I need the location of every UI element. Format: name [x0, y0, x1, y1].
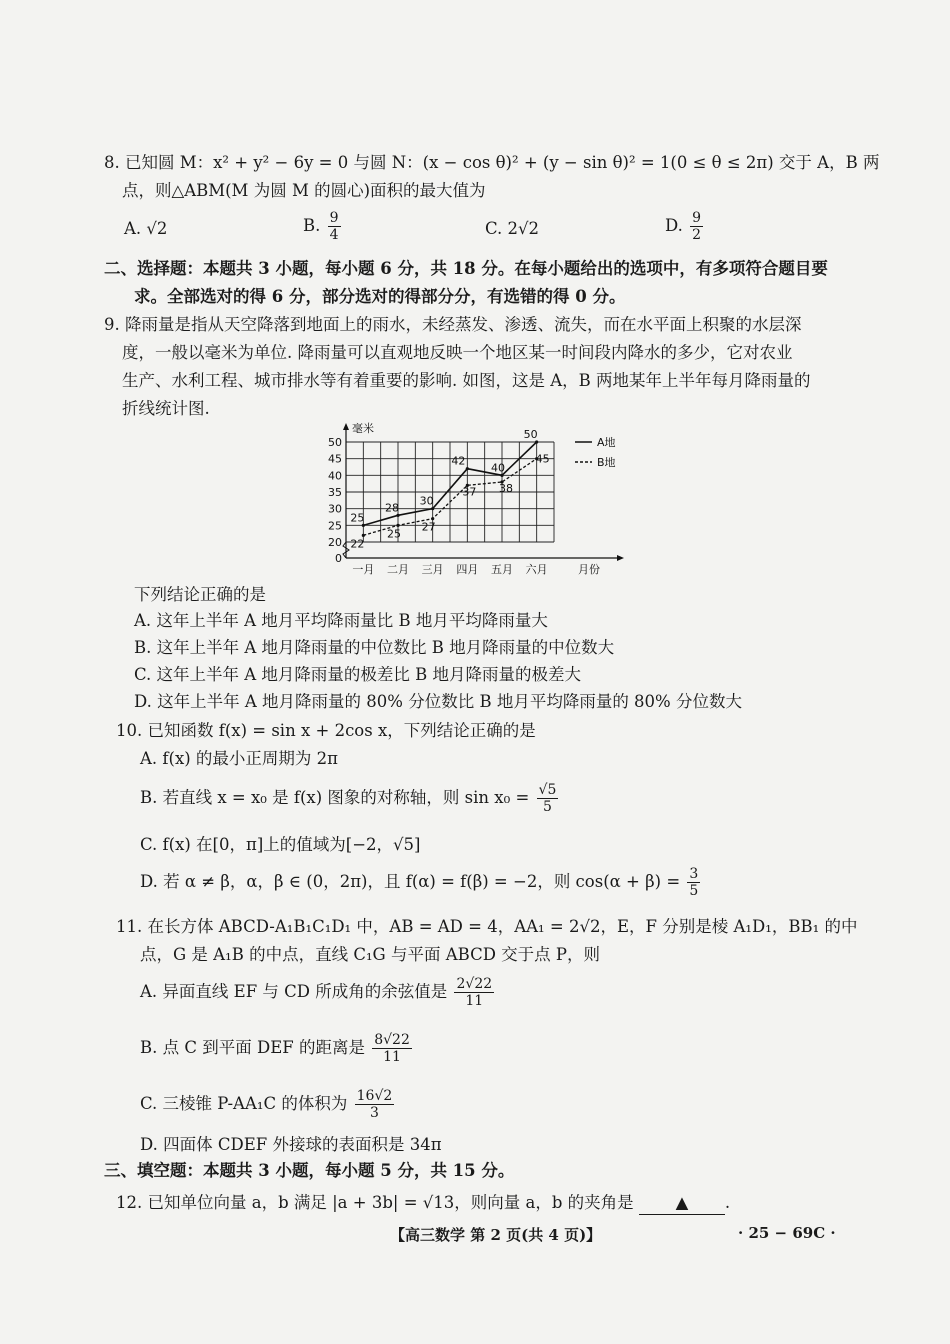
q12-end: .	[724, 1193, 731, 1212]
footer-page-info: 【高三数学 第 2 页(共 4 页)】	[390, 1226, 602, 1244]
q10-option-d-text: D. 若 α ≠ β，α，β ∈ (0，2π)，且 f(α) = f(β) = −2，则 cos(α + β) =	[140, 872, 681, 891]
y-tick-label: 45	[328, 452, 342, 466]
q12-line	[116, 1192, 730, 1215]
series-a-data-label: 42	[451, 454, 466, 468]
q12-blank-mark: ▲	[675, 1193, 689, 1212]
x-tick-label: 五月	[491, 563, 513, 576]
y-axis-label: 毫米	[352, 422, 374, 435]
chart-legend	[575, 435, 616, 469]
q10-option-b-text: B. 若直线 x = x₀ 是 f(x) 图象的对称轴，则 sin x₀ =	[140, 788, 530, 807]
x-tick-label: 一月	[352, 563, 375, 576]
q8-option-d-fraction	[690, 210, 703, 243]
legend-a-label: A地	[597, 436, 616, 449]
q9-prompt: 下列结论正确的是	[134, 585, 266, 604]
y-axis-arrow	[343, 423, 349, 430]
x-axis-arrow	[617, 555, 624, 561]
q8-option-a: A. √2	[124, 219, 168, 238]
y-tick-label: 20	[328, 536, 342, 549]
q11-option-a-fraction	[454, 976, 494, 1009]
q11-option-a	[140, 976, 496, 1009]
y-tick-label: 25	[328, 519, 342, 533]
q11-option-a-num: 2√22	[456, 976, 493, 992]
q11-option-b-fraction	[372, 1032, 412, 1065]
q9-option-a: A. 这年上半年 A 地月平均降雨量比 B 地月平均降雨量大	[134, 611, 548, 630]
x-tick-label: 六月	[525, 563, 548, 576]
legend-b-label: B地	[597, 456, 616, 469]
series-a-point	[466, 467, 469, 470]
q11-line2: 点，G 是 A₁B 的中点，直线 C₁G 与平面 ABCD 交于点 P，则	[140, 945, 601, 964]
q11-option-b	[140, 1032, 414, 1065]
x-tick-label: 四月	[456, 563, 479, 576]
q8-line1: 8. 已知圆 M：x² + y² − 6y = 0 与圆 N：(x − cos θ)² + (y − sin θ)² = 1(0 ≤ θ ≤ 2π) 交于 A，B 两	[104, 153, 880, 172]
q10-option-c: C. f(x) 在[0，π]上的值域为[−2，√5]	[140, 835, 421, 854]
q10-option-d-num: 3	[689, 866, 699, 882]
y-tick-label: 50	[328, 436, 342, 449]
series-b-data-label: 25	[387, 527, 401, 541]
q10-option-d	[140, 866, 702, 899]
q9-line2: 度，一般以毫米为单位. 降雨量可以直观地反映一个地区某一时间段内降水的多少，它对农业	[122, 343, 793, 362]
series-a-data-label: 30	[419, 494, 434, 508]
q11-option-d: D. 四面体 CDEF 外接球的表面积是 34π	[140, 1135, 442, 1154]
q9-line4: 折线统计图.	[122, 399, 210, 418]
q8-option-b-num: 9	[329, 210, 339, 226]
q11-option-c	[140, 1088, 396, 1121]
q11-option-b-text: B. 点 C 到平面 DEF 的距离是	[140, 1038, 365, 1057]
q11-option-c-text: C. 三棱锥 P-AA₁C 的体积为	[140, 1094, 348, 1113]
q11-option-c-num: 16√2	[356, 1088, 393, 1104]
q9-option-c: C. 这年上半年 A 地月降雨量的极差比 B 地月降雨量的极差大	[134, 665, 582, 684]
series-b-data-label: 37	[462, 485, 477, 499]
series-a-data-label: 25	[350, 511, 365, 525]
q10-option-b	[140, 782, 560, 815]
x-tick-label: 二月	[387, 563, 409, 576]
footer-code: · 25 − 69C ·	[738, 1224, 836, 1242]
series-b-data-label: 27	[421, 520, 436, 534]
series-b-data-label: 38	[499, 482, 513, 495]
q11-option-c-den: 3	[369, 1105, 379, 1121]
q12-text: 12. 已知单位向量 a，b 满足 |a + 3b| = √13，则向量 a，b 的夹角是	[116, 1193, 634, 1212]
rainfall-line-chart	[320, 418, 640, 582]
q12-answer-blank	[639, 1192, 725, 1215]
section3-header: 三、填空题：本题共 3 小题，每小题 5 分，共 15 分。	[104, 1161, 515, 1180]
q9-line3: 生产、水利工程、城市排水等有着重要的影响. 如图，这是 A，B 两地某年上半年每月降雨量的	[122, 371, 811, 390]
series-a-data-label: 50	[523, 428, 538, 441]
q10-option-d-den: 5	[689, 883, 699, 899]
x-axis-label: 月份	[578, 563, 600, 576]
q8-option-b-prefix: B.	[303, 216, 321, 235]
series-a-data-label: 28	[385, 501, 399, 515]
q11-option-a-den: 11	[465, 993, 484, 1009]
x-tick-label: 三月	[421, 563, 444, 576]
q10-stem: 10. 已知函数 f(x) = sin x + 2cos x，下列结论正确的是	[116, 721, 536, 740]
y-tick-label: 30	[328, 502, 342, 516]
q11-option-c-fraction	[355, 1088, 395, 1121]
q8-option-d	[665, 210, 705, 243]
q8-option-d-num: 9	[692, 210, 702, 226]
q8-option-d-den: 2	[692, 227, 702, 243]
q9-option-b: B. 这年上半年 A 地月降雨量的中位数比 B 地月降雨量的中位数大	[134, 638, 615, 657]
series-a-data-label: 40	[491, 461, 505, 475]
section2-line2: 求。全部选对的得 6 分，部分选对的得部分分，有选错的得 0 分。	[134, 287, 626, 306]
y-tick-label: 35	[328, 486, 342, 499]
q8-option-b	[303, 210, 343, 243]
series-b-data-label: 22	[350, 537, 365, 551]
q8-option-b-den: 4	[329, 227, 339, 243]
q11-option-b-num: 8√22	[374, 1032, 410, 1048]
q10-option-b-num: √5	[538, 782, 557, 798]
q11-option-b-den: 11	[383, 1049, 401, 1065]
section2-line1: 二、选择题：本题共 3 小题，每小题 6 分，共 18 分。在每小题给出的选项中，有多项符合题目要	[104, 259, 828, 278]
q8-line2: 点，则△ABM(M 为圆 M 的圆心)面积的最大值为	[122, 181, 486, 200]
q8-option-d-prefix: D.	[665, 216, 683, 235]
q10-option-b-fraction	[537, 782, 559, 815]
q9-option-d: D. 这年上半年 A 地月降雨量的 80% 分位数比 B 地月平均降雨量的 80% 分位数大	[134, 692, 742, 711]
chart-grid	[346, 442, 554, 542]
q11-line1: 11. 在长方体 ABCD-A₁B₁C₁D₁ 中，AB = AD = 4，AA₁ = 2√2，E，F 分别是棱 A₁D₁，BB₁ 的中	[116, 917, 858, 936]
q8-option-c: C. 2√2	[485, 219, 540, 238]
y-tick-label: 40	[328, 469, 342, 483]
y-tick-label: 0	[335, 552, 342, 565]
q8-option-b-fraction	[328, 210, 341, 243]
chart-ticks	[328, 421, 600, 576]
series-b-data-label: 45	[535, 452, 550, 466]
q10-option-b-den: 5	[542, 799, 552, 815]
q9-line1: 9. 降雨量是指从天空降落到地面上的雨水，未经蒸发、渗透、流失，而在水平面上积聚的水层深	[104, 315, 802, 334]
q10-option-d-fraction	[687, 866, 700, 899]
q10-option-a: A. f(x) 的最小正周期为 2π	[140, 749, 339, 768]
q11-option-a-text: A. 异面直线 EF 与 CD 所成角的余弦值是	[140, 982, 448, 1001]
